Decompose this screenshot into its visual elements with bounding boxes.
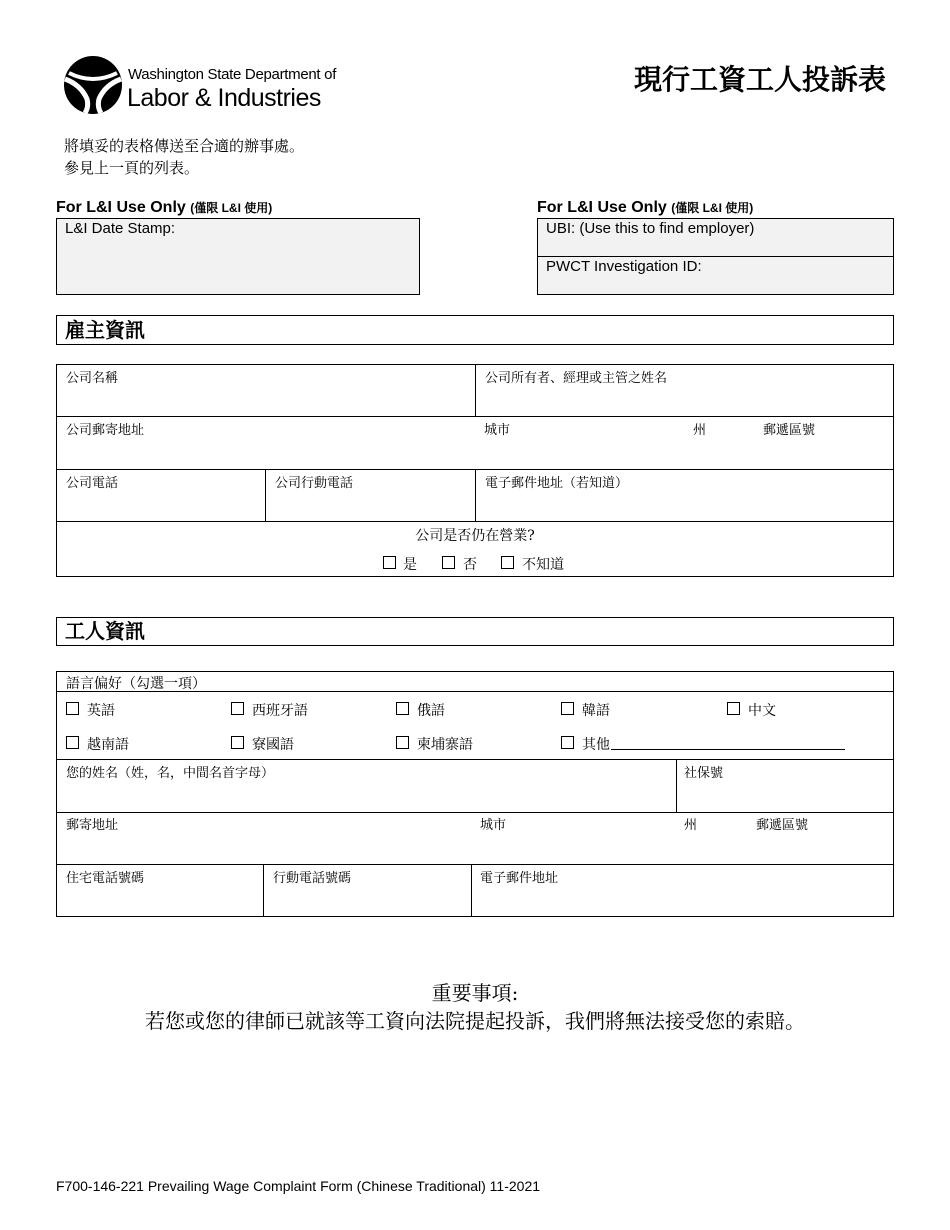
office-use-box-right <box>537 218 894 295</box>
company-phone-label: 公司電話 <box>66 476 119 491</box>
worker-address-field[interactable] <box>56 814 894 864</box>
in-business-no-checkbox[interactable] <box>442 556 455 569</box>
lang-english-label: 英語 <box>87 703 115 719</box>
office-use-label-left: For L&I Use Only (僅限 L&I 使用) <box>56 199 273 216</box>
lang-chinese-label: 中文 <box>748 703 776 719</box>
worker-section-title: 工人資訊 <box>56 617 894 646</box>
divider <box>538 256 893 257</box>
in-business-no-label: 否 <box>463 557 477 573</box>
in-business-yes-checkbox[interactable] <box>383 556 396 569</box>
date-stamp-box[interactable] <box>56 218 420 295</box>
company-name-field[interactable] <box>56 364 476 417</box>
lang-english-checkbox[interactable] <box>66 702 79 715</box>
worker-name-field[interactable] <box>56 759 677 813</box>
mobile-phone-field[interactable] <box>263 864 472 917</box>
instruction-line-1: 將填妥的表格傳送至合適的辦事處。 <box>64 137 305 155</box>
owner-name-label: 公司所有者、經理或主管之姓名 <box>485 371 668 386</box>
lang-other-checkbox[interactable] <box>561 736 574 749</box>
office-use-label-right: For L&I Use Only (僅限 L&I 使用) <box>537 199 754 216</box>
ssn-label: 社保號 <box>684 766 724 781</box>
ssn-field[interactable] <box>676 759 894 813</box>
language-preference-label: 語言偏好（勾選一項） <box>66 676 206 692</box>
home-phone-label: 住宅電話號碼 <box>66 871 145 886</box>
company-state-label: 州 <box>693 423 707 438</box>
company-phone-field[interactable] <box>56 469 266 522</box>
lang-lao-label: 寮國語 <box>252 737 294 753</box>
important-heading: 重要事項: <box>431 981 519 1005</box>
lang-spanish-checkbox[interactable] <box>231 702 244 715</box>
important-body: 若您或您的律師已就該等工資向法院提起投訴，我們將無法接受您的索賠。 <box>145 1009 805 1033</box>
lni-logo-icon <box>63 55 123 115</box>
worker-address-label: 郵寄地址 <box>66 818 119 833</box>
company-address-field[interactable] <box>56 418 894 469</box>
lang-chinese-checkbox[interactable] <box>727 702 740 715</box>
home-phone-field[interactable] <box>56 864 264 917</box>
agency-name-line2: Labor & Industries <box>127 84 321 112</box>
date-stamp-label: L&I Date Stamp: <box>65 220 176 237</box>
lang-korean-label: 韓語 <box>582 703 610 719</box>
lang-other-input[interactable] <box>611 749 845 750</box>
ubi-label: UBI: (Use this to find employer) <box>546 220 755 237</box>
lang-lao-checkbox[interactable] <box>231 736 244 749</box>
company-mobile-label: 公司行動電話 <box>275 476 354 491</box>
pwct-id-label: PWCT Investigation ID: <box>546 258 702 275</box>
worker-email-label: 電子郵件地址 <box>480 871 559 886</box>
lang-korean-checkbox[interactable] <box>561 702 574 715</box>
owner-name-field[interactable] <box>475 364 894 417</box>
company-name-label: 公司名稱 <box>66 371 119 386</box>
company-mobile-field[interactable] <box>265 469 476 522</box>
company-email-label: 電子郵件地址（若知道） <box>485 476 629 491</box>
company-email-field[interactable] <box>475 469 894 522</box>
in-business-question: 公司是否仍在營業? <box>415 528 535 544</box>
lang-russian-label: 俄語 <box>417 703 445 719</box>
lang-cambodian-checkbox[interactable] <box>396 736 409 749</box>
form-footer: F700-146-221 Prevailing Wage Complaint Form (Chinese Traditional) 11-2021 <box>56 1178 541 1194</box>
in-business-unknown-checkbox[interactable] <box>501 556 514 569</box>
in-business-yes-label: 是 <box>403 557 417 573</box>
lang-other-label: 其他 <box>582 737 610 753</box>
company-zip-label: 郵遞區號 <box>763 423 816 438</box>
instruction-line-2: 參見上一頁的列表。 <box>64 159 200 177</box>
employer-section-title: 雇主資訊 <box>56 315 894 345</box>
lang-cambodian-label: 柬埔寨語 <box>417 737 473 753</box>
lang-spanish-label: 西班牙語 <box>252 703 308 719</box>
company-address-label: 公司郵寄地址 <box>66 423 145 438</box>
company-city-label: 城市 <box>484 423 511 438</box>
in-business-unknown-label: 不知道 <box>522 557 564 573</box>
form-title: 現行工資工人投訴表 <box>633 63 886 96</box>
lang-russian-checkbox[interactable] <box>396 702 409 715</box>
lang-vietnamese-checkbox[interactable] <box>66 736 79 749</box>
worker-city-label: 城市 <box>480 818 507 833</box>
mobile-phone-label: 行動電話號碼 <box>273 871 352 886</box>
worker-zip-label: 郵遞區號 <box>756 818 809 833</box>
worker-name-label: 您的姓名（姓，名，中間名首字母） <box>66 766 275 781</box>
worker-state-label: 州 <box>684 818 698 833</box>
lang-vietnamese-label: 越南語 <box>87 737 129 753</box>
agency-name-line1: Washington State Department of <box>128 66 337 83</box>
worker-email-field[interactable] <box>471 864 894 917</box>
